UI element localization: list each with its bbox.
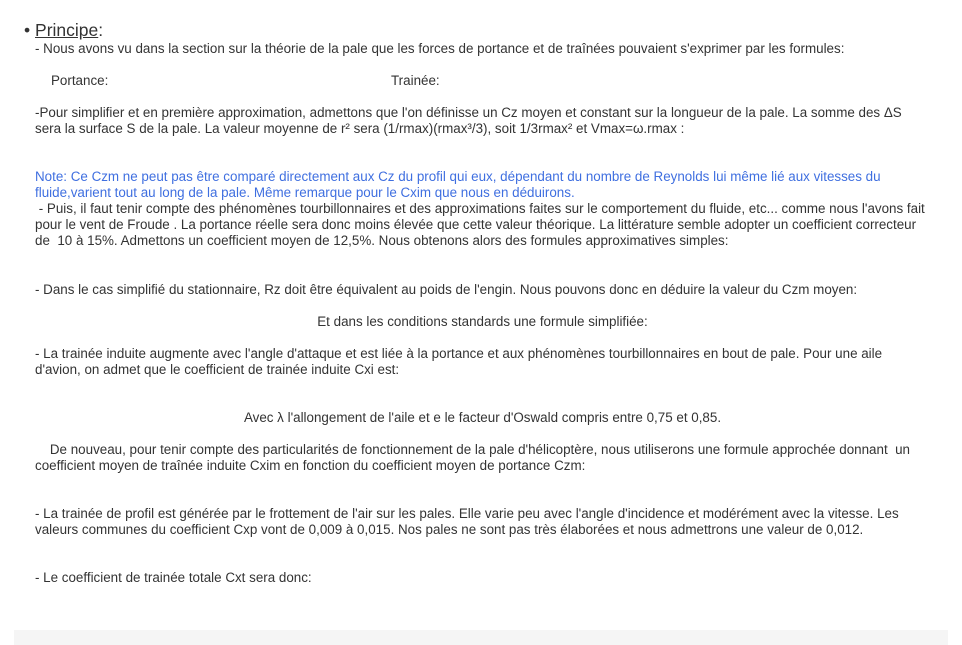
paragraph-standard: Et dans les conditions standards une formule simplifiée: bbox=[317, 314, 648, 329]
bottom-divider bbox=[14, 630, 948, 645]
paragraph-stationary: - Dans le cas simplifié du stationnaire, Rz doit être équivalent au poids de l'engin. Nous pouvons donc en déduire la valeur du Czm moyen: bbox=[35, 282, 858, 297]
paragraph-intro: - Nous avons vu dans la section sur la théorie de la pale que les forces de portance et de traînées pouvaient s'exprimer par les formules: bbox=[35, 41, 845, 56]
heading-title: Principe bbox=[35, 20, 99, 40]
paragraph-total-drag: - Le coefficient de trainée totale Cxt sera donc: bbox=[35, 570, 312, 585]
section-heading bbox=[24, 20, 103, 40]
paragraph-induced-drag: - La trainée induite augmente avec l'angle d'attaque et est liée à la portance et aux phénomènes tourbillonnaires en bout de pale. Pour une aile d'avion, on admet que le coefficient de trainée induite Cxi est: bbox=[35, 346, 883, 377]
paragraph-correction: - Puis, il faut tenir compte des phénomènes tourbillonnaires et des approximations faites sur le comportement du fluide, etc... comme nous l'avons fait pour le vent de Froude . La portance réelle sera donc moins élevée que cette valeur théorique. La littérature semble adopter un coefficient correcteur de 10 à 15%. Admettons un coefficient moyen de 12,5%. Nous obtenons alors des formules approximatives simples: bbox=[35, 201, 929, 248]
paragraph-approximation: -Pour simplifier et en première approximation, admettons que l'on définisse un Cz moyen et constant sur la longueur de la pale. La somme des ΔS sera la surface S de la pale. La valeur moyenne de r² sera (1/rmax)(rmax³/3), soit 1/3rmax² et Vmax=ω.rmax : bbox=[35, 105, 902, 136]
bullet-icon: • bbox=[24, 20, 31, 40]
paragraph-note: Note: Ce Czm ne peut pas être comparé directement aux Cz du profil qui eux, dépendant du nombre de Reynolds lui même lié aux vitesses du fluide,varient tout au long de la pale. Même remarque pour le Cxim que nous en déduirons. bbox=[35, 169, 881, 200]
heading-colon: : bbox=[98, 20, 104, 40]
paragraph-oswald: Avec λ l'allongement de l'aile et e le facteur d'Oswald compris entre 0,75 et 0,85. bbox=[243, 410, 722, 425]
paragraph-profile-drag: - La trainée de profil est générée par le frottement de l'air sur les pales. Elle varie peu avec l'angle d'incidence et modérément avec la vitesse. Les valeurs communes du coefficient Cxp vont de 0,009 à 0,015. Nos pales ne sont pas très élaborées et nous admettrons une valeur de 0,012. bbox=[35, 506, 899, 537]
label-trainee: Trainée: bbox=[391, 73, 440, 88]
paragraph-helicopter: De nouveau, pour tenir compte des particularités de fonctionnement de la pale d'hélicoptère, nous utiliserons une formule approchée donnant un coefficient moyen de traînée induite Cxim en fonction du coefficient moyen de portance Czm: bbox=[35, 442, 914, 473]
label-portance: Portance: bbox=[51, 73, 109, 88]
